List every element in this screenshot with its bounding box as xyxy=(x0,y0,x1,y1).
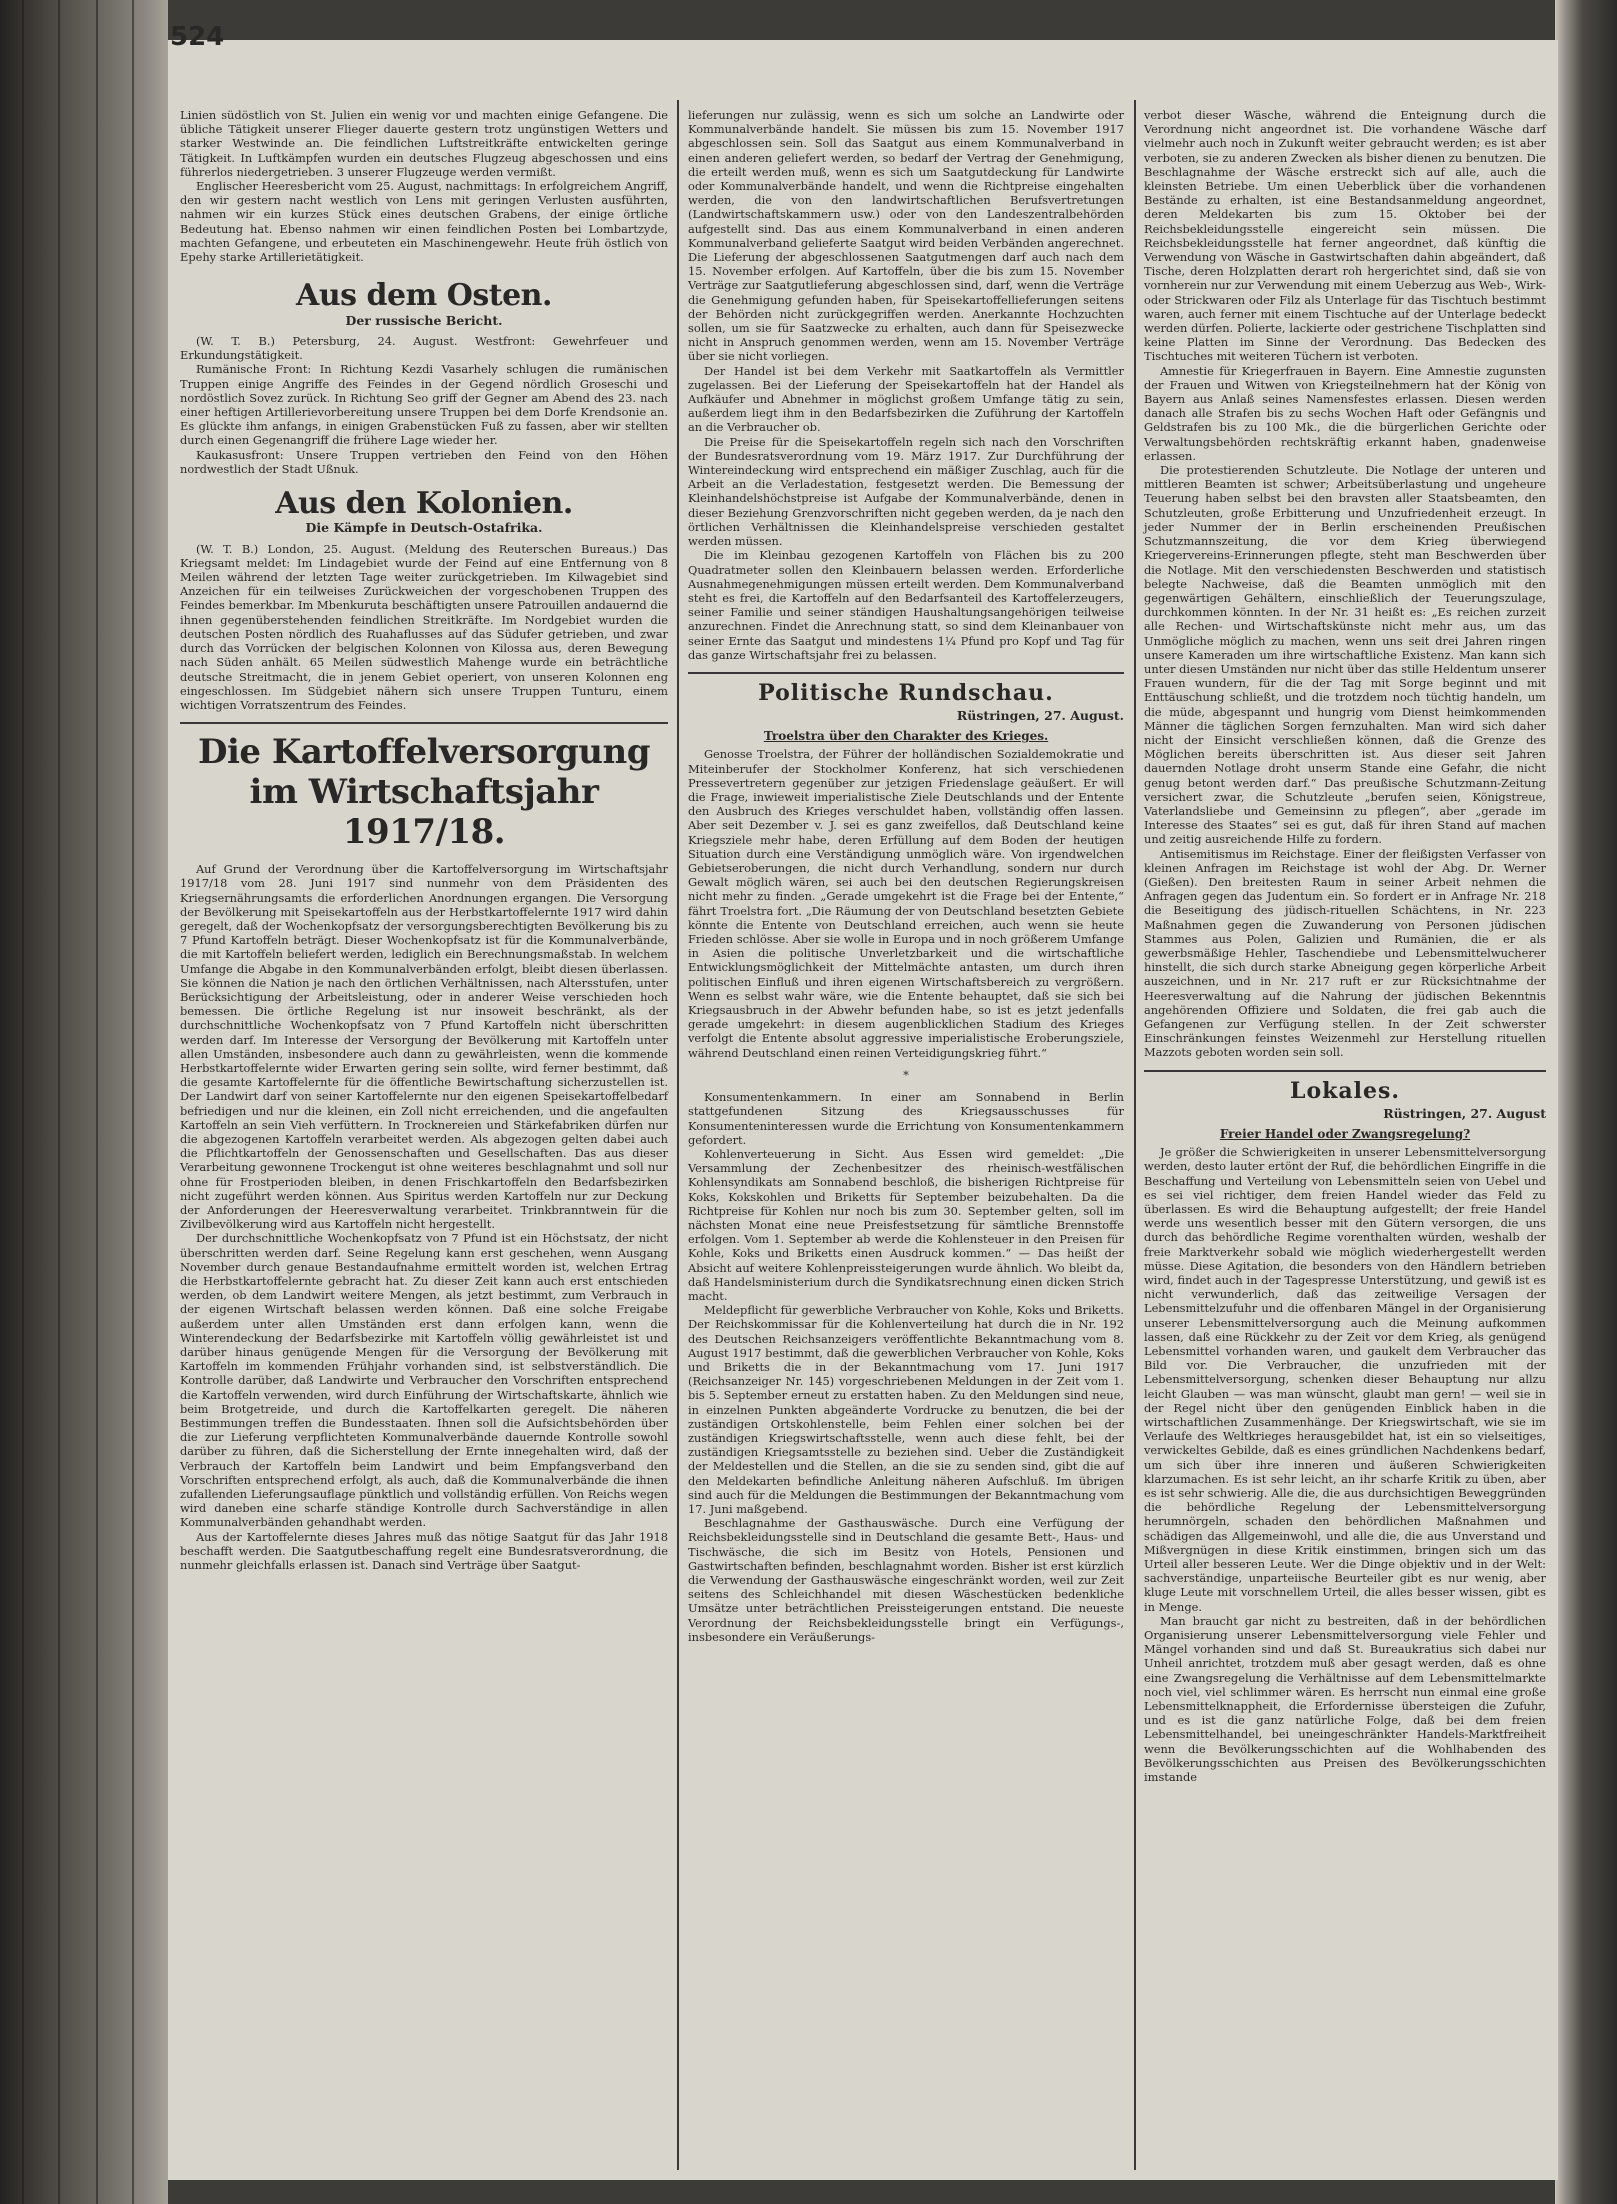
dateline: Rüstringen, 27. August xyxy=(1383,1105,1546,1121)
newspaper-page xyxy=(168,40,1558,2180)
column-rule-2 xyxy=(1134,100,1136,2170)
paragraph: verbot dieser Wäsche, während die Enteignung durch die Verordnung nicht angeordnet ist. Die vorhandene Wäsche darf vielmehr auch noch in Zukunft weiter gebraucht werden; es ist aber verboten, sie zu anderen Zwecken als bisher dienen zu benutzen. Die Beschlagnahme der Wäsche erstreckt sich auf alle, auch die kleinsten Betriebe. Um einen Ueberblick über die vorhandenen Bestände zu erhalten, ist eine Bestandsanmeldung angeordnet, deren Meldekarten bis zum 15. Oktober bei der Reichsbekleidungsstelle eingereicht sein müssen. Die Reichsbekleidungsstelle hat ferner angeordnet, daß künftig die Verwendung von Wäsche in Gastwirtschaften dahin abgeändert, daß Tische, deren Holzplatten derart roh hergerichtet sind, daß sie von vornherein nur zur Verwendung mit einem Ueberzug aus Web-, Wirk- oder Strickwaren oder Filz als Unterlage für das Tischtuch bestimmt waren, auch ferner mit einem Tischtuche auf der Unterlage bedeckt werden dürfen. Polierte, lackierte oder gestrichene Tischplatten sind keine Platten im Sinne der Verordnung. Das Bedecken des Tischtuches mit weiteren Tüchern ist verboten. xyxy=(1144,108,1546,364)
headline-osten: Aus dem Osten. xyxy=(296,278,552,314)
paragraph: Die protestierenden Schutzleute. Die Notlage der unteren und mittleren Beamten ist schwer; Arbeitsüberlastung und ungeheure Teuerung haben selbst bei den bravsten aller Staatsbeamten, den Schutzleuten, große Erbitterung und Unzufriedenheit erzeugt. In jeder Nummer der in Berlin erscheinenden Preußischen Schutzmannszeitung, die vor dem Krieg überwiegend Kriegervereins-Erinnerungen pflegte, steht man Beschwerden über die Notlage. Mit den verschiedensten Beschwerden und statistisch belegte Nachweise, daß die Beamten unmöglich mit den gegenwärtigen Gehältern, einschließlich der Teuerungszulage, durchkommen könnten. In der Nr. 31 heißt es: „Es reichen zurzeit alle Rechen- und Wirtschaftskünste nicht mehr aus, um das Unmögliche möglich zu machen, wenn uns seit drei Jahren ringen unsere Kameraden um ihre wirtschaftliche Existenz. Man kann sich unter diesen Umständen nur nicht über das stille Heldentum unserer Frauen wundern, für die der Tag mit Sorge beginnt und mit Enttäuschung schließt, und die trotzdem noch tüchtig handeln, um die müde, abgespannt und hungrig vom Dienst heimkommenden Männer die täglichen Sorgen fernzuhalten. Man wird sich daher nicht der Einsicht verschließen können, daß die Grenze des Möglichen bereits überschritten ist. Aus dieser seit Jahren dauernden Notlage droht unserm Stande eine Gefahr, die nicht genug betont werden darf.“ Das preußische Schutzmann-Zeitung versichert zwar, die Schutzleute „berufen seien, Königstreue, Vaterlandsliebe und Gemeinsinn zu pflegen“, aber „gerade im Interesse des Staates“ sei es gut, daß für ihren Stand auf machen und zeitig ausreichende Hilfe zu fordern. xyxy=(1144,463,1546,847)
paragraph: Kohlenverteuerung in Sicht. Aus Essen wird gemeldet: „Die Versammlung der Zechenbesitzer des rheinisch-westfälischen Kohlensyndikats am Sonnabend beschloß, die bisherigen Richtpreise für Koks, Kokskohlen und Briketts für September beizubehalten. Da die Richtpreise für Kohlen nur noch bis zum 30. September gelten, soll im nächsten Monat eine neue Preisfestsetzung für sämtliche Brennstoffe erfolgen. Vom 1. September ab werde die Kohlensteuer in den Preisen für Kohle, Koks und Briketts einen Ausdruck kommen.“ — Das heißt der Absicht auf weitere Kohlenpreissteigerungen wurde ähnlich. Wo bleibt da, daß Handelsministerium durch die Syndikatsrechnung einen dicken Strich macht. xyxy=(688,1146,1124,1303)
paragraph: Man braucht gar nicht zu bestreiten, daß in der behördlichen Organisierung unserer Lebensmittelversorgung viele Fehler und Mängel vorhanden sind und daß St. Bureaukratius sich dabei nur Unheil anrichtet, trotzdem muß aber gesagt werden, daß es ohne eine Zwangsregelung die Verhältnisse auf dem Lebensmittelmarkte noch viel, viel schlimmer wären. Es herrscht nun einmal eine große Lebensmittelknappheit, die Erfordernisse übersteigen die Zufuhr, und es ist die ganz natürliche Folge, daß bei dem freien Lebensmittelhandel, bei uneingeschränkter Handels-Marktfreiheit wenn die Bevölkerungsschichten auf die Wohlhabenden des Bevölkerungsschichten aus Preisen des Bevölkerungsschichten imstande xyxy=(1144,1613,1546,1785)
page-number: 524 xyxy=(170,22,225,52)
paragraph: Beschlagnahme der Gasthauswäsche. Durch eine Verfügung der Reichsbekleidungsstelle sind in Deutschland die gesamte Bett-, Haus- und Tischwäsche, die sich im Besitz von Hotels, Pensionen und Gastwirtschaften befinden, beschlagnahmt worden. Bisher ist erst kürzlich die Verwendung der Gasthauswäsche eingeschränkt worden, weil zur Zeit seitens des Schleichhandel mit diesen Wäschestücken bedenkliche Umsätze unter beträchtlichen Preissteigerungen entstand. Die neueste Verordnung der Reichsbekleidungsstelle bringt ein Verfügungs-, insbesondere ein Veräußerungs- xyxy=(688,1516,1124,1644)
paragraph: Linien südöstlich von St. Julien ein wenig vor und machten einige Gefangene. Die übliche Tätigkeit unserer Flieger dauerte gestern trotz ungünstigen Wetters und starker Westwinde an. Die feindlichen Luftstreitkräfte entwickelten geringe Tätigkeit. In Luftkämpfen wurden ein deutsches Flugzeug abgeschossen und eins führerlos niedergetrieben. 3 unserer Flugzeuge werden vermißt. xyxy=(180,108,668,179)
subhead-russian-report: Der russische Bericht. xyxy=(345,312,503,328)
paragraph: Antisemitismus im Reichstage. Einer der fleißigsten Verfasser von kleinen Anfragen im Reichstage ist wohl der Abg. Dr. Werner (Gießen). Den breitesten Raum in seiner Arbeit nehmen die Anfragen gegen das Judentum ein. So fordert er in Anfrage Nr. 218 die Beseitigung des jüdisch-rituellen Schächtens, in Nr. 223 Maßnahmen gegen die Zuwanderung von Personen jüdischen Stammes aus Polen, Galizien und Rumänien, die er als gewerbsmäßige Hehler, Taschendiebe und Lebensmittelwucherer hinstellt, die sich durch starke Abneigung gegen körperliche Arbeit auszeichnen, und in Nr. 217 ruft er zur Rücksichtnahme der Heeresverwaltung auf die Nahrung der jüdischen Bekenntnis angehörenden Offiziere und Soldaten, die frei gab auch die Gefangenen zur Verfügung stellen. In der Zeit schwerster Einschränkungen feinstes Weizenmehl zur Herstellung rituellen Mazzots geboten worden sein soll. xyxy=(1144,846,1546,1060)
dateline: Rüstringen, 27. August. xyxy=(956,708,1124,724)
paragraph: Rumänische Front: In Richtung Kezdi Vasarhely schlugen die rumänischen Truppen einige Angriffe des Feindes in der Gegend nördlich Groseschi und nordöstlich Sovez zurück. In Richtung Seo griff der Gegner am Abend des 23. nach einer heftigen Artillerievorbereitung unsere Truppen bei dem Dorfe Krendsonie an. Es glückte ihm anfangs, in einigen Grabenstücken Fuß zu fassen, aber wir stellten durch einen Gegenangriff die frühere Lage wieder her. xyxy=(180,362,668,448)
section-rule xyxy=(1144,1070,1546,1072)
section-rule xyxy=(688,672,1124,674)
article-heading: Troelstra über den Charakter des Krieges. xyxy=(763,729,1049,744)
paragraph: Auf Grund der Verordnung über die Kartoffelversorgung im Wirtschaftsjahr 1917/18 vom 28. Juni 1917 sind nunmehr von dem Präsidenten des Kriegsernährungsamts die erforderlichen Anordnungen ergangen. Die Versorgung der Bevölkerung mit Speisekartoffeln aus der Herbstkartoffelernte 1917 wird dahin geregelt, daß der Wochenkopfsatz der versorgungsberechtigten Bevölkerung bis zu 7 Pfund Kartoffeln beträgt. Dieser Wochenkopfsatz ist für die Kommunalverbände, die mit Kartoffeln beliefert werden, lediglich ein Berechnungsmaßstab. In welchem Umfange die Abgabe in den Kommunalverbänden erfolgt, bleibt diesen überlassen. Sie können die Nation je nach den örtlichen Verhältnissen, nach Altersstufen, unter Berücksichtigung der Arbeitsleistung, oder in anderer Weise verschieden hoch bemessen. Die örtliche Regelung ist nur insoweit beschränkt, als der durchschnittliche Wochenkopfsatz von 7 Pfund Kartoffeln nicht überschritten werden darf. Im Interesse der Versorgung der Bevölkerung mit Kartoffeln unter allen Umständen, insbesondere auch dann zu gewährleisten, wenn die kommende Herbstkartoffelernte wider Erwarten gering sein sollte, wird ferner bestimmt, daß die gesamte Kartoffelernte für die öffentliche Bewirtschaftung sicherzustellen ist. Der Landwirt darf von seiner Kartoffelernte nur den eigenen Speisekartoffelbedarf befriedigen und nur die kleinen, ein Zoll nicht erreichenden, und die angefaulten Kartoffeln an sein Vieh verfüttern. In Trocknereien und Stärkefabriken dürfen nur die abgezogenen Kartoffeln verarbeitet werden. Als abgezogen gelten dabei auch die Pflichtkartoffeln der Genossenschaften und Gesellschaften. Das aus dieser Verarbeitung gewonnene Trockengut ist ohne weiteres beschlagnahmt und soll nur ohne für Frostperioden bleiben, in denen Frischkartoffeln den Bedarfsbezirken nicht zugeführt werden können. Aus Spiritus werden Kartoffeln nur zur Deckung der Anforderungen der Heeresverwaltung verarbeitet. Trinkbranntwein für die Zivilbevölkerung wird aus Kartoffeln nicht hergestellt. xyxy=(180,862,668,1232)
separator-star: * xyxy=(903,1067,909,1082)
paragraph: Die Preise für die Speisekartoffeln regeln sich nach den Vorschriften der Bundesratsverordnung vom 19. März 1917. Zur Durchführung der Wintereindeckung wird entsprechend ein mäßiger Zuschlag, auch für die Arbeit an die Verladestation, festgesetzt werden. Die Bemessung der Kleinhandelshöchstpreise ist Aufgabe der Kommunalverbände, denen in dieser Beziehung Grenzvorschriften nicht gegeben werden, da je nach den örtlichen Verhältnissen die Kleinhandelspreise verschieden gestaltet werden müssen. xyxy=(688,434,1124,549)
subhead-ostafrika: Die Kämpfe in Deutsch-Ostafrika. xyxy=(305,520,543,536)
paragraph: (W. T. B.) London, 25. August. (Meldung des Reuterschen Bureaus.) Das Kriegsamt meldet: Im Lindagebiet wurde der Feind auf eine Entfernung von 8 Meilen während der letzten Tage weiter zurückgetrieben. Im Kilwagebiet sind Anzeichen für ein teilweises Zurückweichen der vorgeschobenen Truppen des Feindes bemerkbar. Im Mbenkuruta beschäftigten unsere Patrouillen andauernd die ihnen gegenüberstehenden feindlichen Streitkräfte. Im Nordgebiet wurden die deutschen Posten nördlich des Ruahaflusses auf das Südufer getrieben, und zwar durch das Vorrücken der belgischen Kolonnen von Kilossa aus, deren Bewegung nach Süden anhält. 65 Meilen südwestlich Mahenge wurde ein beträchtliche deutsche Streitmacht, die in jenem Gebiet operiert, von unseren Kolonnen eng eingeschlossen. Im Südgebiet nähern sich unsere Truppen Tunturu, einem wichtigen Vorratszentrum des Feindes. xyxy=(180,541,668,712)
column-2 xyxy=(688,108,1124,1644)
paragraph: Der durchschnittliche Wochenkopfsatz von 7 Pfund ist ein Höchstsatz, der nicht überschritten werden darf. Seine Regelung kann erst geschehen, wenn Ausgang November durch genaue Bestandaufnahme ermittelt worden ist, welchen Ertrag die Herbstkartoffelernte gebracht hat. Zu dieser Zeit kann auch erst entschieden werden, ob dem Landwirt weitere Mengen, als jetzt bestimmt, zum Verbrauch in der eigenen Wirtschaft belassen werden können. Daß eine solche Freigabe außerdem unter allen Umständen erst dann erfolgen kann, wenn die Winterendeckung der Bedarfsbezirke mit Kartoffeln völlig gewährleistet ist und darüber hinaus genügende Mengen für die Versorgung der Bevölkerung mit Kartoffeln im kommenden Frühjahr vorhanden sind, ist selbstverständlich. Die Kontrolle darüber, daß Landwirte und Verbraucher den Vorschriften entsprechend die Kartoffeln verwenden, wird durch Einführung der Wirtschaftskarte, ähnlich wie beim Brotgetreide, und durch die Kartoffelkarten geregelt. Die näheren Bestimmungen treffen die Bundesstaaten. Ihnen soll die Aufsichtsbehörden über die zur Lieferung verpflichteten Kommunalverbände dauernde Kontrolle sowohl darüber zu führen, daß die Sicherstellung der Ernte innegehalten wird, daß der Verbrauch der Kartoffeln beim Landwirt und beim Empfangsverband den Vorschriften entsprechend erfolgt, als auch, daß die Kommunalverbände die ihnen zufallenden Lieferungsauflage pünktlich und vollständig erfüllen. Von Reichs wegen wird daneben eine scharfe ständige Kontrolle durch Sachverständige in allen Kommunalverbänden gehandhabt werden. xyxy=(180,1231,668,1530)
paragraph: Der Handel ist bei dem Verkehr mit Saatkartoffeln als Vermittler zugelassen. Bei der Lieferung der Speisekartoffeln hat der Handel als Aufkäufer und Abnehmer in möglichst großem Umfange tätig zu sein, außerdem liegt ihm in den Bedarfsbezirken die Zuführung der Kartoffeln an die Verbraucher ob. xyxy=(688,363,1124,435)
headline-kolonien: Aus den Kolonien. xyxy=(275,485,573,521)
article-heading: Freier Handel oder Zwangsregelung? xyxy=(1219,1126,1471,1141)
headline-lokales: Lokales. xyxy=(1289,1077,1401,1104)
headline-politische-rundschau: Politische Rundschau. xyxy=(758,679,1054,706)
paragraph: Englischer Heeresbericht vom 25. August, nachmittags: In erfolgreichem Angriff, den wir gestern nacht westlich von Lens mit geringen Verlusten ausführten, nahmen wir ein kurzes Stück eines deutschen Grabens, der einige örtliche Bedeutung hat. Ebenso nahmen wir einen feindlichen Posten bei Lombartzyde, machten Gefangene, und erbeuteten ein Maschinengewehr. Heute früh östlich von Epehy starke Artillerietätigkeit. xyxy=(180,179,668,265)
section-rule xyxy=(180,722,668,724)
paragraph: Meldepflicht für gewerbliche Verbraucher von Kohle, Koks und Briketts. Der Reichskommissar für die Kohlenverteilung hat durch die in Nr. 192 des Deutschen Reichsanzeigers veröffentlichte Bekanntmachung vom 8. August 1917 bestimmt, daß die gewerblichen Verbraucher von Kohle, Koks und Briketts die in der Bekanntmachung vom 17. Juni 1917 (Reichsanzeiger Nr. 145) vorgeschriebenen Meldungen in der Zeit vom 1. bis 5. September erneut zu erstatten haben. Zu den Meldungen sind neue, in einzelnen Punkten abgeänderte Vordrucke zu benutzen, die bei der zuständigen Ortskohlenstelle, beim Fehlen einer solchen bei der zuständigen Kriegswirtschaftsstelle, wenn auch diese fehlt, bei der zuständigen Kriegsamtsstelle zu beziehen sind. Ueber die Zuständigkeit der Meldestellen und die Stellen, an die sie zu senden sind, gibt die auf den Meldekarten befindliche Anleitung näheren Aufschluß. Im übrigen sind auch für die Meldungen die Bestimmungen der Bekanntmachung vom 17. Juni maßgebend. xyxy=(688,1303,1124,1516)
paragraph: Kaukasusfront: Unsere Truppen vertrieben den Feind von den Höhen nordwestlich der Stadt Ußnuk. xyxy=(180,447,668,476)
paragraph: Die im Kleinbau gezogenen Kartoffeln von Flächen bis zu 200 Quadratmeter sollen den Kleinbauern belassen werden. Erforderliche Ausnahmegenehmigungen müssen erteilt werden. Dem Kommunalverband steht es frei, die Kartoffeln auf den Bedarfsanteil des Kartoffelerzeugers, seiner Familie und seiner ständigen Haushaltungsangehörigen teilweise anzurechnen. Findet die Anrechnung statt, so sind dem Kleinanbauer von seiner Ernte das Saatgut und mindestens 1¼ Pfund pro Kopf und Tag für das ganze Wirtschaftsjahr frei zu belassen. xyxy=(688,548,1124,662)
paragraph: (W. T. B.) Petersburg, 24. August. Westfront: Gewehrfeuer und Erkundungstätigkeit. xyxy=(180,333,668,363)
column-rule-1 xyxy=(677,100,679,2170)
paragraph: Amnestie für Kriegerfrauen in Bayern. Eine Amnestie zugunsten der Frauen und Witwen von Kriegsteilnehmern hat der König von Bayern aus Anlaß seines Namensfestes erlassen. Diesen werden danach alle Strafen bis zu sechs Wochen Haft oder Gefängnis und Geldstrafen bis zu 100 Mk., die die bürgerlichen Gerichte oder Verwaltungsbehörden rechtskräftig erkannt haben, gnadenweise erlassen. xyxy=(1144,363,1546,463)
paragraph: Konsumentenkammern. In einer am Sonnabend in Berlin stattgefundenen Sitzung des Kriegsausschusses für Konsumenteninteressen wurde die Errichtung von Konsumentenkammern gefordert. xyxy=(688,1090,1124,1147)
headline-kartoffelversorgung: Die Kartoffelversorgung im Wirtschaftsjahr 1917/18. xyxy=(197,732,651,853)
book-binding xyxy=(0,0,168,2204)
page-stack-edge xyxy=(1555,0,1617,2204)
column-1 xyxy=(180,108,668,1572)
paragraph: Je größer die Schwierigkeiten in unserer Lebensmittelversorgung werden, desto lauter ertönt der Ruf, die behördlichen Eingriffe in die Beschaffung und Verteilung von Lebensmitteln seien von Uebel und es sei viel richtiger, dem freien Handel wieder das Feld zu überlassen. Es wird die Behauptung aufgestellt; der freie Handel werde uns wesentlich besser mit den Gütern versorgen, die uns durch das behördliche Regime vorenthalten würden, weshalb der freie Marktverkehr sobald wie möglich wiederhergestellt werden müsse. Diese Agitation, die besonders von den Händlern betrieben wird, findet auch in der Tagespresse Unterstützung, und gewiß ist es nicht verwunderlich, daß das zeitweilige Versagen der Lebensmittelzufuhr und die offenbaren Mängel in der Organisierung unserer Lebensmittelversorgung auch die Meinung aufkommen lassen, daß eine Rückkehr zu der Zeit vor dem Krieg, als genügend Lebensmittel vorhanden waren, und gaukelt dem Verbraucher das Bild vor. Die Verbraucher, die unzufrieden mit der Lebensmittelversorgung, schenken dieser Behauptung nur allzu leicht Glauben — was man wünscht, glaubt man gern! — weil sie in der Regel nicht über den genügenden Einblick haben in die wirtschaftlichen Zusammenhänge. Der Kriegswirtschaft, wie sie im Verlaufe des Weltkrieges herausgebildet hat, ist ein so vielseitiges, verwickeltes Gebilde, daß es eines gründlichen Nachdenkens bedarf, um sich über ihre inneren und äußeren Schwierigkeiten klarzumachen. Es ist sehr leicht, an ihr scharfe Kritik zu üben, aber es ist sehr schwierig. Alle die, die aus durchsichtigen Beweggründen die behördliche Regelung der Lebensmittelversorgung herumnörgeln, schaden den behördlichen Maßnahmen und schädigen das Allgemeinwohl, und alle die, die aus Unverstand und Mißvergnügen in diese Kritik einstimmen, bringen sich um das Urteil aller besseren Leute. Wer die Dinge objektiv und in der Welt: sachverständige, unparteiische Beurteiler gibt es nur wenig, aber kluge Leute mit vorschnellem Urteil, die alles besser wissen, gibt es in Menge. xyxy=(1144,1145,1546,1614)
paragraph: lieferungen nur zulässig, wenn es sich um solche an Landwirte oder Kommunalverbände handelt. Sie müssen bis zum 15. November 1917 abgeschlossen sein. Soll das Saatgut aus einem Kommunalverband in einen anderen geliefert werden, so bedarf der Vertrag der Genehmigung, die erteilt werden muß, wenn es sich um Saatgutdeckung für Landwirte oder Kommunalverbände handelt, und wenn die Richtpreise eingehalten werden, die von den landwirtschaftlichen Berufsvertretungen (Landwirtschaftskammern usw.) oder von den Landeszentralbehörden aufgestellt sind. Das aus einem Kommunalverband in einen anderen Kommunalverband gelieferte Saatgut wird beiden Verbänden angerechnet. Die Lieferung der abgeschlossenen Saatgutmengen darf auch nach dem 15. November erfolgen. Auf Kartoffeln, über die bis zum 15. November Verträge zur Saatgutlieferung abgeschlossen sind, darf, wenn die Verträge die Genehmigung gefunden haben, für Speisekartoffellieferungen seitens der Behörden nicht zurückgegriffen werden. Anerkannte Hochzuchten sollen, um sie für Saatzwecke zu erhalten, auch dann für Speisezwecke nicht in Anspruch genommen werden, wenn am 15. November Verträge über sie nicht vorliegen. xyxy=(688,108,1124,364)
column-3 xyxy=(1144,108,1546,1784)
paragraph: Aus der Kartoffelernte dieses Jahres muß das nötige Saatgut für das Jahr 1918 beschafft werden. Die Saatgutbeschaffung regelt eine Bundesratsverordnung, die nunmehr gleichfalls erlassen ist. Danach sind Verträge über Saatgut- xyxy=(180,1529,668,1573)
paragraph: Genosse Troelstra, der Führer der holländischen Sozialdemokratie und Miteinberufer der Stockholmer Konferenz, hat sich verschiedenen Pressevertretern gegenüber zur jetzigen Friedenslage geäußert. Er will die Frage, inwieweit imperialistische Ziele Deutschlands und der Entente den Ausbruch des Krieges verschuldet haben, vollständig offen lassen. Aber seit Dezember v. J. sei es ganz zweifellos, daß Deutschland keine Kriegsziele mehr habe, deren Erfüllung auf dem Boden der heutigen Situation durch eine Verständigung unmöglich wäre. Von irgendwelchen Gebietseroberungen, die nicht durch Verhandlung, sondern nur durch Gewalt möglich wären, sei auch bei den deutschen Regierungskreisen nicht mehr zu finden. „Gerade umgekehrt ist die Frage bei der Entente,“ fährt Troelstra fort. „Die Räumung der von Deutschland besetzten Gebiete könnte die Entente von Deutschland erreichen, auch wenn sie heute Frieden schlösse. Aber sie wolle in Europa und in noch größerem Umfange in Asien die politische Unverletzbarkeit und die wirtschaftliche Entwicklungsmöglichkeit der Mittelmächte antasten, um durch ihren politischen Einfluß und ihren eigenen Wirtschaftsbereich zu vergrößern. Wenn es selbst wahr wäre, wie die Entente behauptet, daß sie sich bei Kriegsausbruch in der Abwehr befunden habe, so ist es jetzt jedenfalls gerade umgekehrt: in diesem augenblicklichen Stadium des Krieges verfolgt die Entente absolut aggressive imperialistische Eroberungsziele, während Deutschland einen reinen Verteidigungskrieg führt.“ xyxy=(688,747,1124,1060)
